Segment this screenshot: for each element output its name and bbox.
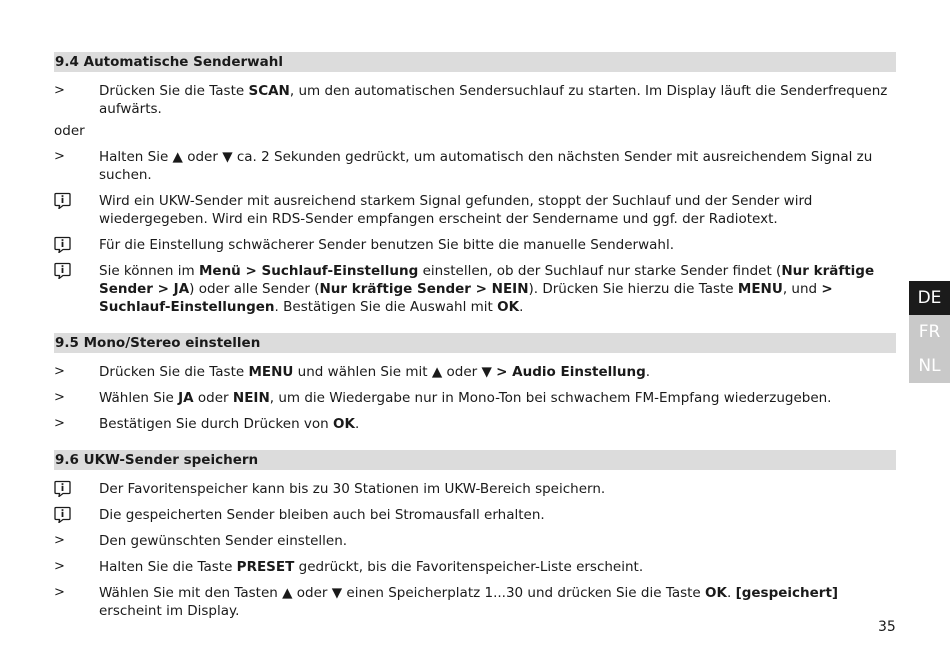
instruction-step	[54, 82, 896, 118]
paragraph-text	[99, 507, 545, 523]
section-heading: 9.6 UKW-Sender speichern	[54, 450, 896, 470]
bold-term: Nur kräftige Sender > NEIN	[319, 281, 529, 297]
text-run: Drücken Sie die Taste	[99, 83, 249, 99]
paragraph-text	[99, 149, 872, 183]
text-run: , und	[782, 281, 822, 297]
bold-term: > Audio Einstellung	[496, 364, 646, 380]
info-note-icon	[54, 236, 74, 258]
info-note-icon	[54, 480, 74, 502]
bold-term: > Suchlauf-Einstellungen	[99, 281, 833, 315]
instruction-step	[54, 415, 896, 433]
bold-term: Nur kräftige Sender > JA	[99, 263, 875, 297]
text-run: Wählen Sie	[99, 390, 179, 406]
text-run: oder	[54, 123, 85, 139]
step-arrow-icon: >	[54, 416, 65, 431]
info-note	[54, 192, 896, 228]
text-run: Halten Sie die Taste	[99, 559, 237, 575]
paragraph-text	[99, 481, 605, 497]
section-heading: 9.4 Automatische Senderwahl	[54, 52, 896, 72]
manual-page	[54, 50, 896, 620]
text-run: Halten Sie ▲ oder ▼ ca. 2 Sekunden gedrückt, um automatisch den nächsten Sender mit ausreichendem Signal zu suchen.	[99, 149, 873, 183]
text-run: Der Favoritenspeicher kann bis zu 30 Stationen im UKW-Bereich speichern.	[99, 481, 606, 497]
text-run: .	[354, 416, 360, 432]
info-note-icon	[54, 506, 74, 528]
paragraph-text	[99, 416, 359, 432]
bold-term: OK	[705, 585, 727, 601]
language-tab-nl[interactable]: NL	[909, 349, 950, 383]
text-run: Wird ein UKW-Sender mit ausreichend starkem Signal gefunden, stoppt der Suchlauf und der Sender wird wiedergegeben. Wird ein RDS-Sender empfangen erscheint der Sendername und ggf. der Radiotext.	[99, 193, 813, 227]
step-arrow-icon: >	[54, 533, 65, 548]
text-run: einstellen, ob der Suchlauf nur starke Sender findet (	[418, 263, 782, 279]
text-run: , um die Wiedergabe nur in Mono-Ton bei schwachem FM-Empfang wiederzugeben.	[269, 390, 832, 406]
paragraph-text	[99, 559, 643, 575]
paragraph-text	[99, 364, 650, 380]
language-tabs	[909, 281, 950, 383]
bold-term: PRESET	[236, 559, 295, 575]
text-run: .	[519, 299, 524, 315]
text-run: und wählen Sie mit ▲ oder ▼	[293, 364, 497, 380]
bold-term: MENU	[737, 281, 783, 297]
instruction-step	[54, 532, 896, 550]
bold-term: OK	[333, 416, 355, 432]
bold-term: OK	[497, 299, 520, 315]
step-arrow-icon: >	[54, 390, 65, 405]
text-run: .	[645, 364, 651, 380]
text-run: ) oder alle Sender (	[189, 281, 320, 297]
step-arrow-icon: >	[54, 364, 65, 379]
text-run: , um den automatischen Sendersuchlauf zu starten. Im Display läuft die Senderfrequenz aufwärts.	[99, 83, 888, 117]
bold-term: NEIN	[232, 390, 270, 406]
paragraph-text	[54, 123, 85, 139]
step-arrow-icon: >	[54, 83, 65, 98]
bold-term: MENU	[248, 364, 294, 380]
text-run: gedrückt, bis die Favoritenspeicher-Liste erscheint.	[294, 559, 644, 575]
text-run: ). Drücken Sie hierzu die Taste	[528, 281, 738, 297]
instruction-step	[54, 584, 896, 620]
info-note	[54, 236, 896, 254]
instruction-step	[54, 363, 896, 381]
info-note-icon	[54, 262, 74, 284]
page-number: 35	[878, 619, 896, 635]
instruction-step	[54, 148, 896, 184]
language-tab-de[interactable]: DE	[909, 281, 950, 315]
text-run: Wählen Sie mit den Tasten ▲ oder ▼ einen Speicherplatz 1...30 und drücken Sie die Taste	[99, 585, 706, 601]
paragraph-text	[99, 83, 887, 117]
text-run: Drücken Sie die Taste	[99, 364, 249, 380]
paragraph-text	[99, 237, 674, 253]
paragraph-text	[99, 263, 874, 315]
bold-term: Menü > Suchlauf-Einstellung	[198, 263, 419, 279]
paragraph-text	[99, 533, 347, 549]
info-note	[54, 262, 896, 316]
language-tab-fr[interactable]: FR	[909, 315, 950, 349]
text-run: .	[726, 585, 736, 601]
text-run: erscheint im Display.	[99, 603, 240, 619]
bold-term: SCAN	[248, 83, 290, 99]
text-run: Bestätigen Sie durch Drücken von	[99, 416, 334, 432]
bold-term: JA	[178, 390, 194, 406]
text-run: Für die Einstellung schwächerer Sender benutzen Sie bitte die manuelle Senderwahl.	[99, 237, 675, 253]
text-line	[54, 122, 896, 140]
instruction-step	[54, 389, 896, 407]
instruction-step	[54, 558, 896, 576]
text-run: Die gespeicherten Sender bleiben auch bei Stromausfall erhalten.	[99, 507, 545, 523]
paragraph-text	[99, 390, 831, 406]
info-note	[54, 480, 896, 498]
bold-term: [gespeichert]	[735, 585, 839, 601]
step-arrow-icon: >	[54, 149, 65, 164]
paragraph-text	[99, 193, 812, 227]
step-arrow-icon: >	[54, 559, 65, 574]
info-note	[54, 506, 896, 524]
info-note-icon	[54, 192, 74, 214]
section-heading: 9.5 Mono/Stereo einstellen	[54, 333, 896, 353]
text-run: . Bestätigen Sie die Auswahl mit	[274, 299, 498, 315]
text-run: Den gewünschten Sender einstellen.	[99, 533, 348, 549]
step-arrow-icon: >	[54, 585, 65, 600]
text-run: oder	[193, 390, 233, 406]
text-run: Sie können im	[99, 263, 199, 279]
paragraph-text	[99, 585, 838, 619]
